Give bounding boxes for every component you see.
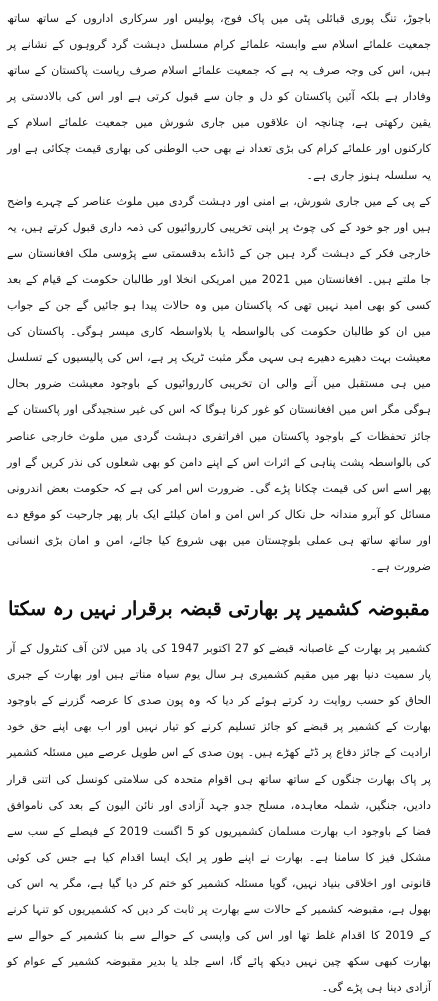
paragraph-bajaur: باجوڑ، تنگ پوری قبائلی پٹی میں پاک فوج، پولیس اور سرکاری اداروں کے ساتھ ساتھ جمعیت علمائے اسلام سے وابستہ علمائے کرام مسلسل دہشت گرد گروہوں کے نشانے پر ہیں، اس کی وجہ صرف یہ ہے کہ جمعیت علمائے اسلام صرف ریاست پاکستان کے ساتھ وفادار ہے بلکہ آئین پاکستان کو دل و جان سے قبول کرتی ہے اور اس کی بالادستی پر یقین رکھتی ہے، چنانچہ ان علاقوں میں جاری شورش میں جمعیت علمائے اسلام کے کارکنوں اور علمائے کرام کی بڑی تعداد نے بھی حب الوطنی کی بھاری قیمت چکائی ہے اور یہ سلسلہ ہنوز جاری ہے۔ xyxy=(7,12,431,182)
paragraph-kashmir: کشمیر پر بھارت کے غاصبانہ قبضے کو 27 اکتوبر 1947 کی یاد میں لائن آف کنٹرول کے آر پار سمیت دنیا بھر میں مقیم کشمیری ہر سال یوم سیاہ مناتے ہیں اور بھارت کے جبری الحاق کو حسب روایت رد کرتے ہوئے کر دیا کہ وہ پون صدی کا عرصہ گزرنے کے باوجود بھارت کے کشمیر پر قبضے کو جائز تسلیم کرنے کو تیار نہیں اور اب بھی اپنے حق خود ارادیت کے جائز دفاع پر ڈٹے کھڑے ہیں۔ پون صدی کے اس طویل عرصے میں مسئلہ کشمیر پر پاک بھارت جنگوں کے ساتھ ساتھ ہی اقوام متحدہ کی سلامتی کونسل کی اتنی قرار دادیں، جنگیں، شملہ معاہدہ، مسلح جدو جہد آزادی اور نائن الیون کے بعد کی ناموافق فضا کے باوجود اب بھارت مسلمان کشمیریوں کو 5 اگست 2019 کے فیصلے کے سب سے مشکل فیز کا سامنا ہے۔ بھارت نے اپنے طور پر ایک ایسا اقدام کیا ہے جس کی کوئی قانونی اور اخلاقی بنیاد نہیں، گویا مسئلہ کشمیر کو ختم کر دیا گیا ہے، مگر یہ اس کی بھول ہے، مقبوضہ کشمیر کے حالات سے بھارت پر ثابت کر دیں کہ کشمیریوں کو تنہا کرنے کے 2019 کا اقدام غلط تھا اور اس کی واپسی کے حوالے سے بنا کشمیر کے حوالے سے بھارت کبھی سکھ چین نہیں دیکھ پائے گا، اسے جلد یا بدیر مقبوضہ کشمیر کے عوام کو آزادی دینا ہی پڑے گی۔ xyxy=(7,642,431,995)
paragraph-kp-unrest: کے پی کے میں جاری شورش، بے امنی اور دہشت گردی میں ملوث عناصر کے چہرے واضح ہیں اور جو خود کے کی چوٹ پر اپنی تخریبی کارروائیوں کی ذمہ داری قبول کرتے ہیں، یہ خارجی فکر کے دہشت گرد ہیں جن کے ڈانڈے بدقسمتی سے پڑوسی ملک افغانستان سے جا ملتے ہیں۔ افغانستان میں 2021 میں امریکی انخلا اور طالبان حکومت کے قیام کے بعد کسی کو بھی امید نہیں تھی کہ پاکستان میں وہ حالات پیدا ہو جائیں گے جن کے جواب میں ان کو طالبان حکومت کی بالواسطہ یا بلاواسطہ کاری میسر ہوگی۔ پاکستان کی معیشت بہت دھیرے دھیرے ہی سہی مگر مثبت ٹریک پر ہے، اس کی پالیسیوں کے تسلسل میں ہی مستقبل میں آنے والی ان تخریبی کارروائیوں کے باوجود معیشت ضرور بحال ہوگی مگر اس میں افغانستان کو غور کرنا ہوگا کہ اس کی غیر سنجیدگی اور پاکستان کے جائز تحفظات کے باوجود پاکستان میں افراتفری دہشت گردی میں ملوث خارجی عناصر کی بالواسطہ پشت پناہی کے اثرات اس کے اپنے دامن کو بھی شعلوں کی نذر کریں گے اور پھر اسے اس کی قیمت چکانا پڑے گی۔ ضرورت اس امر کی ہے کہ حکومت بعض اندرونی مسائل کو آبرو مندانہ حل نکال کر اس امن و امان کیلئے ایک بار پھر جارحیت کو موقع دے اور ساتھ ساتھ ہی عملی بلوچستان میں بھی شروع کیا جائے، امن و امان بڑی انسانی ضرورت ہے۔ xyxy=(7,194,431,573)
article-headline: مقبوضہ کشمیر پر بھارتی قبضہ برقرار نہیں رہ سکتا xyxy=(8,598,430,621)
headline-block xyxy=(7,592,431,626)
